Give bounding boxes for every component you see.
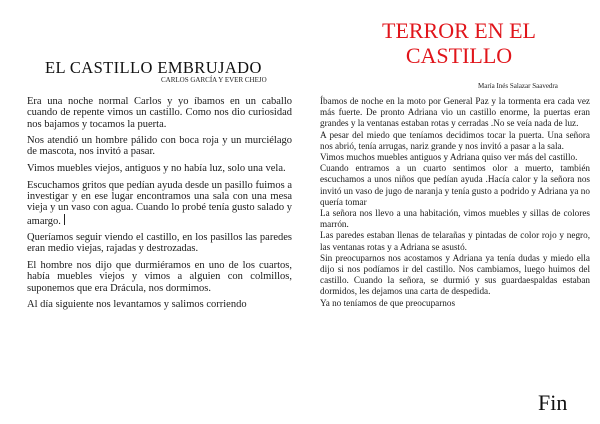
paragraph: Queríamos seguir viendo el castillo, en los pasillos las paredes eran medio viejas, rajadas y destrozadas. — [27, 232, 292, 255]
paragraph: Era una noche normal Carlos y yo íbamos en un caballo cuando de repente vimos un castillo. Como nos dio curiosidad nos bajamos y tocamos la puerta. — [27, 96, 292, 130]
paragraph: Las paredes estaban llenas de telarañas y pintadas de color rojo y negro, las ventanas rotas y a Adriana se asustó. — [320, 230, 590, 252]
paragraph: Vimos muchos muebles antiguos y Adriana quiso ver más del castillo. — [320, 152, 578, 163]
story-body-left — [27, 96, 292, 316]
right-page — [300, 0, 600, 424]
story-body-right — [320, 96, 590, 309]
paragraph: Cuando entramos a un cuarto sentimos olor a muerto, también escuchamos a unos niños que pedían ayuda .Hacía calor y la señora nos invitó un vaso de jugo de naranja y tenía gusto a podrido y Adriana ya no quería tomar — [320, 163, 590, 207]
paragraph: Íbamos de noche en la moto por General Paz y la tormenta era cada vez más fuerte. De pronto Adriana vio un castillo enorme, la puertas eran grandes y la ventanas estaban rotas y cerradas .No se veía nada de luz. — [320, 96, 590, 129]
left-page — [0, 0, 292, 424]
paragraph: Al día siguiente nos levantamos y salimos corriendo — [27, 299, 247, 311]
end-mark: Fin — [538, 390, 568, 415]
paragraph-with-cursor — [27, 180, 292, 227]
paragraph-text: Escuchamos gritos que pedían ayuda desde un pasillo fuimos a investigar y en ese lugar encontramos una sala con una mesa vieja y un vaso con agua. Cuando lo probé tenía gusto salado y amargo. — [27, 179, 292, 227]
paragraph: La señora nos llevo a una habitación, vimos muebles y sillas de colores marrón. — [320, 208, 590, 230]
text-cursor — [64, 214, 65, 225]
story-title-right: TERROR EN EL CASTILLO — [382, 18, 536, 68]
paragraph: Nos atendió un hombre pálido con boca roja y un murciélago de mascota, nos invitó a pasar. — [27, 135, 292, 158]
story-author-left: CARLOS GARCÍA Y EVER CHEJO — [161, 76, 267, 84]
paragraph: Vimos muebles viejos, antiguos y no había luz, solo una vela. — [27, 163, 286, 175]
paragraph: A pesar del miedo que teníamos decidimos tocar la puerta. Una señora nos abrió, tenía arrugas, nariz grande y nos invitó a pasar a la sala. — [320, 129, 590, 151]
paragraph: Sin preocuparnos nos acostamos y Adriana ya tenía dudas y miedo ella dijo si nos podíamos ir del castillo. Nos cambiamos, luego huimos del castillo. Cuando la señora, se durmió y sus guardaespaldas estaban dormidos, les dejamos una carta de despedida. — [320, 252, 590, 297]
paragraph: El hombre nos dijo que durmiéramos en uno de los cuartos, había muebles viejos y vimos a alguien con colmillos, suponemos que era Drácula, nos dormimos. — [27, 260, 292, 294]
story-title-left: EL CASTILLO EMBRUJADO — [45, 58, 262, 77]
story-author-right: María Inés Salazar Saavedra — [478, 82, 558, 90]
paragraph: Ya no teníamos de que preocuparnos — [320, 297, 456, 308]
